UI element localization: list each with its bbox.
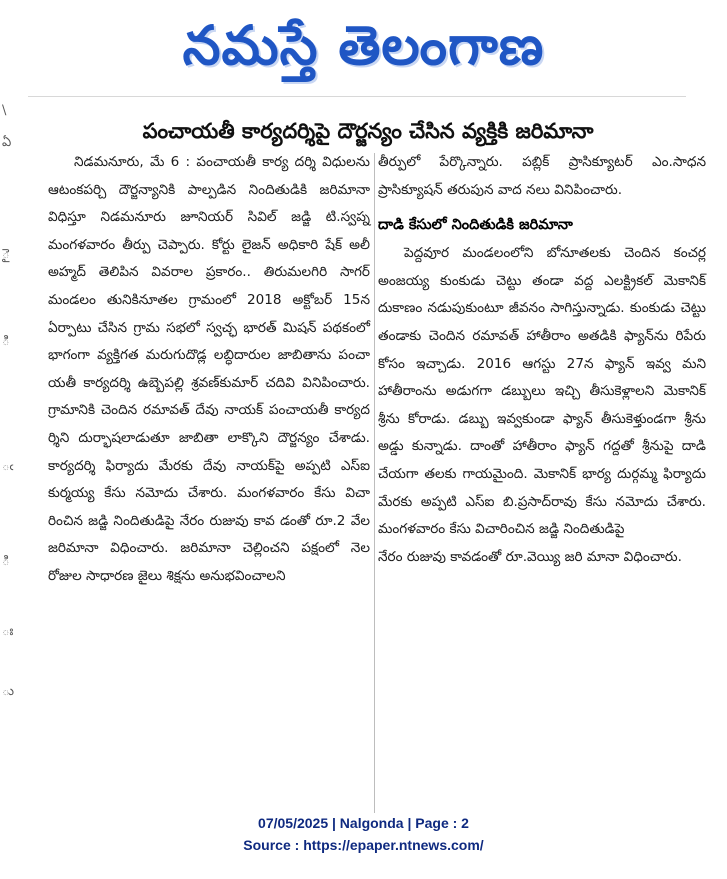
clipping-footer	[0, 812, 727, 856]
adjacent-article-edge	[0, 100, 14, 700]
article-column-right	[378, 149, 706, 571]
edge-glyph: ి	[2, 554, 10, 569]
article-column-left	[48, 149, 370, 591]
edge-glyph: ః	[2, 624, 14, 639]
edition-info: 07/05/2025 | Nalgonda | Page : 2	[258, 815, 469, 831]
edge-glyph: ి	[2, 334, 10, 349]
newspaper-logo: నమస్తే తెలంగాణ	[182, 14, 545, 77]
source-link[interactable]: Source : https://epaper.ntnews.com/	[243, 837, 484, 853]
article-headline: పంచాయతీ కార్యదర్శిపై దౌర్జన్యం చేసిన వ్యక్తికి జరిమానా	[142, 119, 594, 143]
article-paragraph: నిడమనూరు, మే 6 : పంచాయతీ కార్య దర్శి విధులను ఆటంకపర్చి దౌర్జన్యానికి పాల్పడిన నిందితుడికి జరిమానా విధిస్తూ నిడమనూరు జూనియర్ సివిల్ జడ్జి టి.స్వప్న మంగళవారం తీర్పు చెప్పారు. కోర్టు లైజన్ అధికారి షేక్ అలీ అహ్మద్ తెలిపిన వివరాల ప్రకారం.. తిరుమలగిరి సాగర్ మండలం తునికినూతల గ్రామంలో 2018 అక్టోబర్ 15న ఏర్పాటు చేసిన గ్రామ సభలో స్వచ్ఛ భారత్ మిషన్ పథకంలో భాగంగా వ్యక్తిగత మరుగుదొడ్ల లబ్ధిదారుల జాబితాను పంచా యతీ కార్యదర్శి ఉబ్బెపల్లి శ్రవణ్‌కుమార్ చదివి వినిపించారు. గ్రామానికి చెందిన రమావత్ దేవు నాయక్ పంచాయతీ కార్యద ర్శిని దుర్భాషలాడుతూ జాబితా లాక్కొని దౌర్జన్యం చేశాడు. కార్యదర్శి ఫిర్యాదు మేరకు దేవు నాయక్‌పై అప్పటి ఎస్ఐ కుర్మయ్య కేసు నమోదు చేశారు. మంగళవారం కేసు విచా రించిన జడ్జి నిందితుడిపై నేరం రుజువు కావ డంతో రూ.2 వేల జరిమానా విధించారు. జరిమానా చెల్లించని పక్షంలో నెల రోజుల సాధారణ జైలు శిక్షను అనుభవించాలని	[48, 154, 370, 584]
edge-glyph: ఏ	[2, 135, 12, 150]
edge-glyph: \	[2, 103, 7, 118]
article-paragraph: తీర్పులో పేర్కొన్నారు. పబ్లిక్ ప్రాసిక్యూటర్ ఎం.సాధన ప్రాసిక్యూషన్ తరుపున వాద నలు వినిపించారు.	[378, 154, 706, 198]
article-paragraph: నేరం రుజువు కావడంతో రూ.వెయ్యి జరి మానా విధించారు.	[378, 548, 682, 565]
edge-glyph: ై	[2, 247, 10, 262]
edge-glyph: ు	[2, 684, 15, 699]
article-subheading: దాడి కేసులో నిందితుడికి జరిమానా	[378, 217, 573, 234]
masthead	[0, 0, 727, 96]
column-divider	[374, 153, 375, 813]
article-paragraph: పెద్దవూర మండలంలోని బోనూతలకు చెందిన కంచర్ల అంజయ్య కుంకుడు చెట్టు తండా వద్ద ఎలక్ట్రికల్ మెకానిక్ దుకాణం నడుపుకుంటూ జీవనం సాగిస్తున్నాడు. కుంకుడు చెట్టు తండాకు చెందిన రమావత్ హాతీరాం అతడికి ఫ్యాన్‌ను రిపేరు కోసం ఇచ్చాడు. 2016 ఆగస్టు 27న ఫ్యాన్ ఇవ్వ మని హాతీరాంను అడుగగా డబ్బులు ఇచ్చి తీసుకెళ్లాలని మెకానిక్ శ్రీను కోరాడు. డబ్బు ఇవ్వకుండా ఫ్యాన్ తీసుకెళ్తుండగా శ్రీను అడ్డు కున్నాడు. దాంతో హాతీరాం ఫ్యాన్ గద్దతో శ్రీనుపై దాడి చేయగా తలకు గాయమైంది. మెకానిక్ భార్య దుర్గమ్మ ఫిర్యాదు మేరకు అప్పటి ఎస్ఐ బి.ప్రసాద్‌రావు కేసు నమోదు చేశారు. మంగళవారం కేసు విచారించిన జడ్జి నిందితుడిపై	[378, 245, 706, 538]
news-article	[28, 96, 706, 798]
edge-glyph: ఁ	[2, 459, 14, 474]
